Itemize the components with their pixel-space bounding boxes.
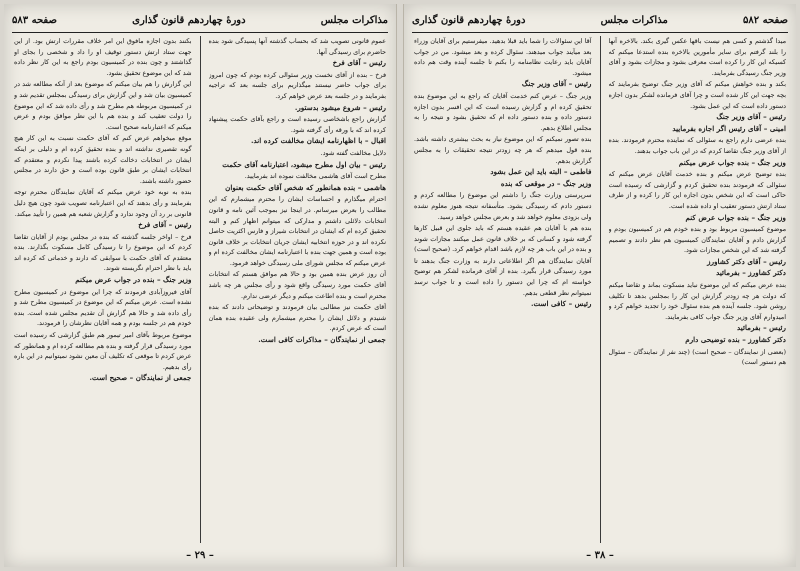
paragraph: آقا این سئوالات را شما باید قبلا بدهید. میفرستیم برای آقایان وزراء بعد میآیند جواب میدهند. سئوال کرده و بعد میشود. من در جواب آقایان باید رعایت نظامنامه را بکنم تا جلسه آینده وقت هم داده میشود. bbox=[414, 37, 592, 77]
speaker-line: جمعی از نمایندگان – مذاکرات کافی است. bbox=[258, 335, 386, 345]
right-page bbox=[403, 4, 796, 567]
speaker-line: وزیر جنگ – بنده جواب عرض میکنم bbox=[678, 157, 786, 167]
right-page-number: – ۳۸ – bbox=[586, 550, 614, 561]
right-page-header bbox=[412, 10, 788, 30]
paragraph: وزیر جنگ – عرض کنم خدمت آقایان که راجع به این موضوع بنده تحقیق کرده ام و گزارش رسیده است که این افسر بدون اجازه دستور داده و بنده دستور داده ام که تحقیق بشود و نتیجه را به مجلس اطلاع بدهم. bbox=[414, 91, 592, 132]
speaker-line: رئیس – آقای فرخ bbox=[332, 58, 386, 68]
left-header-title: مذاکرات مجلس bbox=[320, 14, 388, 26]
speaker-line: وزیر جنگ – بنده جواب عرض کنم bbox=[685, 212, 786, 222]
right-header-page-label: صفحه ۵۸۲ bbox=[743, 14, 788, 26]
right-header-rule bbox=[412, 32, 788, 33]
paragraph: بنده هم با آقایان هم عقیده هستم که باید جلوی این قبیل کارها گرفته شود و کسانی که بر خلاف قانون عمل میکنند مجازات شوند و بنده در این باب هر چه لازم باشد اقدام خواهم کرد. (صحیح است) bbox=[414, 224, 592, 254]
paragraph: گزارش راجع باشخاصی رسیده است و راجع بآقای حکمت پیشنهاد کرده اند که با ورقه رأی گرفته شود. bbox=[208, 115, 386, 134]
paragraph: آن روز عرض بنده همین بود و حالا هم موافق هستم که انتخابات آقای حکمت مورد رسیدگی واقع شود و رأی مجلس هر چه باشد محترم است و بنده اطاعت میکنم و دیگر عرضی ندارم. bbox=[208, 270, 386, 300]
paragraph: دلایل مخالفت گفته شود. bbox=[320, 148, 386, 157]
paragraph: سرپرستی وزارت جنگ را داشتم این موضوع را مطالعه کردم و دستور دادم که رسیدگی بشود. متأسفانه نتیجه هنوز معلوم نشده ولی بزودی معلوم خواهد شد و بعرض مجلس خواهد رسید. bbox=[414, 191, 592, 221]
column-divider bbox=[200, 36, 201, 543]
speaker-line: رئیس – بیان اول مطرح میشود، اعتبارنامه آقای حکمت bbox=[222, 159, 386, 169]
right-page-columns bbox=[414, 36, 786, 543]
paragraph: مطرح است آقای هاشمی مخالفت نموده اند بفرمایید. bbox=[244, 172, 386, 181]
paragraph: بنده تصور نمیکنم که این موضوع نیاز به بحث بیشتری داشته باشد. بنده قول میدهم که هر چه زودتر نتیجه تحقیقات را به مجلس گزارش بدهم. bbox=[414, 135, 592, 165]
speaker-line: رئیس – آقای وزیر جنگ bbox=[521, 79, 592, 89]
paragraph: بکنند بدون اجازه مافوق این امر خلاف مقررات ارتش بود. از این جهت ستاد ارتش دستور توقیف او را داد و شخصی را بجای او گذاشتند و چون بنده در کمیسیون بودم راجع به این کار نظر داده شد که این موضوع تحقیق بشود. bbox=[14, 37, 192, 77]
paragraph: آقایان نمایندگان هم اگر اطلاعاتی دارند به وزارت جنگ بدهند تا مورد رسیدگی قرار بگیرد. بنده از آقای فرمانده لشکر هم توضیح خواسته ام که چرا این دستور را داده است و تا جواب نرسد نمیتوانم نظر قطعی بدهم. bbox=[414, 256, 592, 297]
speaker-line: رئیس – شروع میشود بدستور. bbox=[294, 102, 386, 112]
left-header-rule bbox=[12, 32, 388, 33]
paragraph: آقای حکمت نیز مطالبی بیان فرمودند و توضیحاتی دادند که بنده شنیدم و دلائل ایشان را محترم میشمارم ولی عقیده بنده همان است که عرض کردم. bbox=[208, 303, 386, 333]
speaker-line: فاطمی – البته باید این عمل بشود bbox=[490, 167, 592, 177]
left-page-left-column bbox=[14, 36, 192, 543]
paragraph: بنده عرضی دارم راجع به سئوالی که نماینده محترم فرمودند. بنده از آقای وزیر جنگ تقاضا کردم که در این باب جواب بدهند. bbox=[608, 136, 786, 155]
left-page-number: – ۲۹ – bbox=[186, 550, 214, 561]
paragraph: بنده به نوبه خود عرض میکنم که آقایان نمایندگان محترم توجه بفرمایند و رأی بدهند که این اعتبارنامه تصویب شود چون هیچ دلیل قانونی بر رد آن وجود ندارد و گزارش شعبه هم همین را تأیید میکند. bbox=[14, 188, 192, 218]
paragraph: موضوع مربوط بآقای امیر تیمور هم طبق گزارشی که رسیده است مورد رسیدگی قرار گرفته و بنده هم مطالعه کرده ام و همانطور که عرض کردم تا موقعی که تکلیف آن معین نشود نمیتوانیم در این باره رأی بدهیم. bbox=[14, 331, 192, 371]
paragraph: عموم قانونی تصویب شد که بحساب گذشته آنها پسیدگی شود بنده حاضرم برای رسیدگی آنها. bbox=[208, 37, 386, 56]
speaker-line: هاشمی – بنده همانطور که شخص آقای حکمت بعنوان bbox=[225, 182, 386, 192]
paragraph: بنده توضیح عرض میکنم و بنده خدمت آقایان عرض میکنم که سئوالی که فرمودند بنده تحقیق کردم و گزارشی که رسیده است حاکی است که این شخص بدون اجازه این کار را کرده و از طرف ستاد ارتش دستور تعقیب او داده شده است. bbox=[608, 170, 786, 210]
paragraph: (بعضی از نمایندگان – صحیح است) (چند نفر از نمایندگان – سئوال هم دستور است) bbox=[608, 347, 786, 367]
paragraph: فرخ – بنده از آقای نخست وزیر سئوالی کرده بودم که چون امروز برای جواب حاضر نیستند میگذاریم برای جلسه بعد که تراجیه بفرمایند و در جلسه بعد عرض خواهم کرد. bbox=[208, 70, 386, 100]
paragraph: بنده عرض میکنم که این موضوع نباید مسکوت بماند و تقاضا میکنم که دولت هر چه زودتر گزارش این کار را بمجلس بدهد تا تکلیف روشن شود. جلسه آینده هم بنده سئوال خود را تجدید خواهم کرد و امیدوارم آقای وزیر جنگ جواب کافی بفرمایند. bbox=[608, 281, 786, 321]
left-header-page-label: صفحه ۵۸۳ bbox=[12, 14, 57, 26]
left-page bbox=[4, 4, 397, 567]
speaker-line: وزیر جنگ – بنده در جواب عرض میکنم bbox=[75, 275, 192, 285]
left-page-header bbox=[12, 10, 388, 30]
right-page-left-column bbox=[414, 36, 592, 543]
right-header-title: مذاکرات مجلس bbox=[600, 14, 668, 26]
speaker-line: رئیس – آقای فرخ bbox=[138, 220, 192, 230]
left-page-columns bbox=[14, 36, 386, 543]
paragraph: آقای فیروزآبادی فرمودند که چرا این موضوع در کمیسیون مطرح نشده است. عرض میکنم که این موضوع در کمیسیون مطرح شد و رأی داده شد و حالا هم گزارش آن تقدیم مجلس شده است. بنده خودم هم در جلسه بودم و همه آقایان نظرشان را فرمودند. bbox=[14, 287, 192, 328]
speaker-line: اقبال – با اظهارنامه ایشان مخالفت کرده اند. bbox=[251, 136, 386, 146]
speaker-line: رئیس – بفرمائید bbox=[737, 323, 786, 333]
paragraph: میدا گذشتم و کسی هم نیست باقها عکس گیری بکند. بالاخره آنها را بلند گرفتم برای سایر مأمورین بالاخره بنده استدعا میکنم که کسیکه این کار را کرده است معرفی بشود و مجازات بشود و آقای وزیر جنگ رسیدگی بفرمایند. bbox=[608, 37, 786, 77]
left-page-right-column bbox=[209, 36, 387, 543]
speaker-line: جمعی از نمایندگان – صحیح است. bbox=[89, 373, 192, 383]
paragraph: موضوع کمیسیون مربوط بود و بنده خودم هم در کمیسیون بودم و گزارش دادم و آقایان نمایندگان کمیسیون هم نظر دادند و تصمیم گرفته شد که این شخص مجازات شود. bbox=[608, 225, 786, 255]
speaker-line: وزیر جنگ – در موقعی که بنده bbox=[500, 178, 592, 188]
speaker-line: رئیس – کافی است. bbox=[530, 299, 592, 309]
paragraph: فرخ – اواخر جلسه گذشته که بنده در مجلس بودم از آقایان تقاضا کردم که این موضوع را تا رسیدگی کامل مسکوت بگذارند. بنده معتقدم که آقای حکمت با سوابقی که دارند و خدماتی که کرده اند باید با نظر احترام نگریسته شوند. bbox=[14, 232, 192, 273]
paragraph: موقع میخواهم عرض کنم که آقای حکمت نسبت به این کار هیچ گونه تقصیری نداشته اند و بنده تحقیق کرده ام و دلیلی بر اینکه ایشان در انتخابات دخالت کرده باشند پیدا نکردم و معتقدم که انتخابات ایشان بر طبق قانون بوده است و حق دارند در مجلس حضور داشته باشند. bbox=[14, 134, 192, 185]
speaker-line: امینی – آقای رئیس اگر اجازه بفرمایید bbox=[672, 123, 786, 133]
book-spread bbox=[4, 4, 796, 567]
paragraph: این گزارش را هم بیان میکنم که موضوع بعد از آنکه مطالعه شد در کمیسیون بیان شد و این گزارش برای رسیدگی بمجلس تقدیم شد و در کمیسیون مربوطه هم مطرح شد و رأی داده شد که این موضوع را دولت تعقیب کند و بنده هم با این نظر موافق بودم و عرض میکنم که اعتبارنامه صحیح است. bbox=[14, 80, 192, 131]
left-header-session: دورهٔ چهاردهم قانون گذاری bbox=[132, 14, 246, 26]
paragraph: احترام میگذارم و احساسات ایشان را محترم میشمارم که این مطالب را بعرض میرسانم. در اینجا نیز بموجب آئین نامه و قانون انتخابات دلائلی داشتم و مدارکی که میتوانم اظهار کنم و البته تحقیق کرده ام که ایشان در انتخابات شیراز و فارس اکثریت حاصل نکرده اند و در حوزه انتخابیه ایشان جریان انتخابات بر خلاف قانون بوده است و همین جهت بنده با اعتبارنامه ایشان مخالفت کرده ام و عرض میکنم که مجلس شورای ملی رسیدگی خواهد فرمود. bbox=[208, 195, 386, 267]
speaker-line: دکتر کشاورز – بنده توضیحی دارم bbox=[685, 335, 786, 345]
speaker-line: دکتر کشاورز – بفرمائید bbox=[716, 268, 786, 278]
column-divider bbox=[600, 36, 601, 543]
right-header-session: دورهٔ چهاردهم قانون گذاری bbox=[412, 14, 526, 26]
right-page-right-column bbox=[609, 36, 787, 543]
speaker-line: رئیس – آقای وزیر جنگ bbox=[716, 112, 786, 122]
paragraph: بکند و بنده خواهش میکنم که آقای وزیر جنگ توضیح بفرمایند که بچه جهت این کار شده است و چرا آقای فرمانده لشکر بدون اجازه دستور داده است که این عمل بشود. bbox=[608, 80, 786, 110]
speaker-line: رئیس – آقای دکتر کشاورز bbox=[707, 256, 786, 266]
